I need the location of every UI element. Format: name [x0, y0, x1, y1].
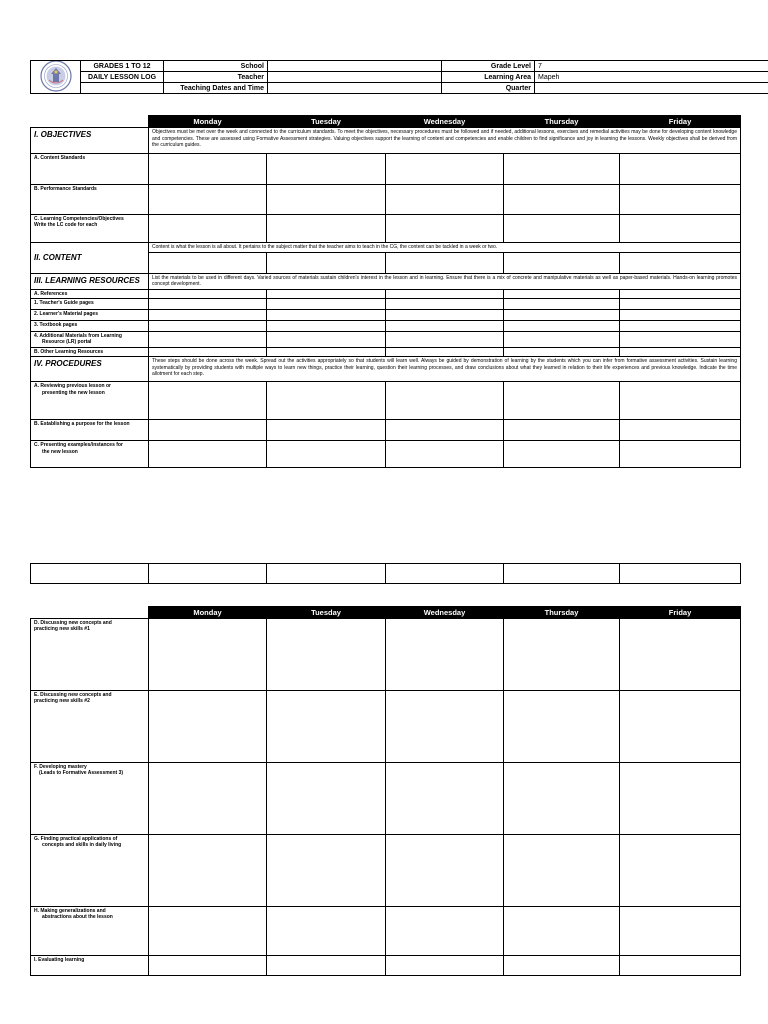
cell-thursday[interactable]: [504, 320, 620, 331]
grade-level-label: Grade Level: [442, 61, 535, 72]
cell-wednesday[interactable]: [386, 420, 504, 441]
procedure-a-line-2: presenting the new lesson: [42, 389, 105, 396]
cell-thursday[interactable]: [504, 382, 620, 420]
cell-wednesday[interactable]: [386, 309, 504, 320]
school-field[interactable]: [268, 61, 442, 72]
day-header-thursday: Thursday: [504, 607, 620, 619]
day-header-monday: Monday: [149, 607, 267, 619]
cell-tuesday[interactable]: [267, 420, 386, 441]
cell-tuesday[interactable]: [267, 298, 386, 309]
references-label: A. References: [31, 289, 149, 298]
cell-wednesday[interactable]: [386, 185, 504, 215]
grade-level-field[interactable]: 7: [535, 61, 768, 72]
teacher-label: Teacher: [164, 72, 268, 83]
cell-tuesday[interactable]: [267, 215, 386, 243]
cell-thursday[interactable]: [504, 331, 620, 347]
cell-friday[interactable]: [620, 154, 741, 185]
cell-tuesday[interactable]: [267, 691, 386, 763]
procedure-d-line-1: D. Discussing new concepts and: [34, 620, 112, 626]
lesson-table-1: [30, 115, 741, 468]
cell-friday[interactable]: [620, 320, 741, 331]
cell-friday[interactable]: [620, 185, 741, 215]
cell-tuesday[interactable]: [267, 619, 386, 691]
procedure-h-line-1: H. Making generalizations and: [34, 908, 106, 914]
cell-wednesday[interactable]: [386, 907, 504, 956]
dates-field[interactable]: [268, 83, 442, 94]
day-header-friday: Friday: [620, 607, 741, 619]
cell-tuesday[interactable]: [267, 331, 386, 347]
day-header-monday: Monday: [149, 116, 267, 128]
cell-friday[interactable]: [620, 298, 741, 309]
procedure-c-label: [31, 441, 149, 468]
learning-resources-heading: III. LEARNING RESOURCES: [31, 273, 149, 289]
cell-monday[interactable]: [149, 691, 267, 763]
cell-tuesday[interactable]: [267, 956, 386, 976]
cell-friday[interactable]: [620, 215, 741, 243]
cell-wednesday[interactable]: [386, 331, 504, 347]
procedure-g-label: [31, 835, 149, 907]
cell-tuesday[interactable]: [267, 763, 386, 835]
additional-line-2: Resource (LR) portal: [42, 339, 92, 346]
cell-monday[interactable]: [149, 835, 267, 907]
cell-tuesday[interactable]: [267, 564, 386, 584]
cell-friday[interactable]: [620, 289, 741, 298]
cell-monday[interactable]: [149, 298, 267, 309]
title-line-2: DAILY LESSON LOG: [81, 72, 164, 83]
cell-thursday[interactable]: [504, 215, 620, 243]
cell-thursday[interactable]: [504, 298, 620, 309]
cell-tuesday[interactable]: [267, 154, 386, 185]
cell-monday[interactable]: [149, 185, 267, 215]
cell-friday[interactable]: [620, 420, 741, 441]
procedure-e-line-1: E. Discussing new concepts and: [34, 692, 112, 698]
procedures-heading: IV. PROCEDURES: [31, 357, 149, 382]
cell-tuesday[interactable]: [267, 347, 386, 356]
cell-monday[interactable]: [149, 956, 267, 976]
additional-materials-label: [31, 331, 149, 347]
cell-monday[interactable]: [149, 252, 267, 273]
learning-competencies-label: [31, 215, 149, 243]
title-blank: [81, 83, 164, 94]
learners-material-label: 2. Learner's Material pages: [31, 309, 149, 320]
cell-friday[interactable]: [620, 382, 741, 420]
cell-monday[interactable]: [149, 154, 267, 185]
content-standards-label: A. Content Standards: [31, 154, 149, 185]
cell-thursday[interactable]: [504, 154, 620, 185]
school-label: School: [164, 61, 268, 72]
cell-wednesday[interactable]: [386, 289, 504, 298]
cell-thursday[interactable]: [504, 619, 620, 691]
cell-thursday[interactable]: [504, 763, 620, 835]
day-header-tuesday: Tuesday: [267, 116, 386, 128]
cell-monday[interactable]: [149, 309, 267, 320]
cell-thursday[interactable]: [504, 420, 620, 441]
cell-tuesday[interactable]: [267, 309, 386, 320]
procedure-f-line-1: F. Developing mastery: [34, 764, 87, 770]
cell-friday[interactable]: [620, 441, 741, 468]
textbook-label: 3. Textbook pages: [31, 320, 149, 331]
cell-wednesday[interactable]: [386, 763, 504, 835]
cell-monday[interactable]: [149, 331, 267, 347]
cell-friday[interactable]: [620, 564, 741, 584]
resources-instruction: List the materials to be used in different days. Varied sources of materials sustain children's interest in the lesson and in learning. Ensure that there is a mix of concrete and manipulative materials as well as paper-based materials. Hands-on learning promotes concept development.: [149, 273, 741, 289]
procedure-a-line-1: A. Reviewing previous lesson or: [34, 383, 111, 390]
cell-monday[interactable]: [149, 289, 267, 298]
performance-standards-label: B. Performance Standards: [31, 185, 149, 215]
title-line-1: GRADES 1 TO 12: [81, 61, 164, 72]
cell-wednesday[interactable]: [386, 564, 504, 584]
learning-area-field[interactable]: Mapeh: [535, 72, 768, 83]
procedure-h-label: [31, 907, 149, 956]
procedure-g-line-1: G. Finding practical applications of: [34, 836, 118, 842]
teacher-field[interactable]: [268, 72, 442, 83]
cell-tuesday[interactable]: [267, 907, 386, 956]
cell-thursday[interactable]: [504, 289, 620, 298]
content-instruction: Content is what the lesson is all about. It pertains to the subject matter that the teacher aims to teach in the CG, the content can be tackled in a week or two.: [149, 243, 741, 253]
cell-thursday[interactable]: [504, 691, 620, 763]
cell-wednesday[interactable]: [386, 347, 504, 356]
other-resources-label: B. Other Learning Resources: [31, 347, 149, 356]
cell-wednesday[interactable]: [386, 382, 504, 420]
cell-wednesday[interactable]: [386, 215, 504, 243]
cell-thursday[interactable]: [504, 252, 620, 273]
cell-thursday[interactable]: [504, 956, 620, 976]
procedure-g-line-2: concepts and skills in daily living: [42, 842, 122, 849]
procedures-instruction: These steps should be done across the week. Spread out the activities appropriately so that students will learn well. Always be guided by demonstration of learning by the students which you can infer from formative assessment activities. Sustain learning systematically by providing students with multiple ways to learn new things, practice their learning, question their learning processes, and draw conclusions about what they learned in relation to their life experiences and previous knowledge. Indicate the time allotment for each step.: [149, 357, 741, 382]
additional-line-1: 4. Additional Materials from Learning: [34, 332, 122, 339]
quarter-label: Quarter: [442, 83, 535, 94]
cell-monday[interactable]: [149, 347, 267, 356]
cell-monday[interactable]: [149, 907, 267, 956]
cell-monday[interactable]: [149, 763, 267, 835]
cell-wednesday[interactable]: [386, 691, 504, 763]
day-header-friday: Friday: [620, 116, 741, 128]
objectives-instruction: Objectives must be met over the week and connected to the curriculum standards. To meet the objectives, necessary procedures must be followed and if needed, additional lessons, exercises and remedial activities may be done for developing content knowledge and competencies. These are assessed using Formative Assessment strategies. Valuing objectives support the learning of content and competencies and enable children to find significance and joy in learning the lessons. Weekly objectives shall be derived from the curriculum guides.: [149, 128, 741, 154]
cell-monday[interactable]: [149, 619, 267, 691]
cell-thursday[interactable]: [504, 309, 620, 320]
cell-wednesday[interactable]: [386, 835, 504, 907]
cell-monday[interactable]: [149, 320, 267, 331]
competencies-line-1: C. Learning Competencies/Objectives: [34, 216, 124, 222]
cell-wednesday[interactable]: [386, 298, 504, 309]
cell-wednesday[interactable]: [386, 154, 504, 185]
dates-label: Teaching Dates and Time: [164, 83, 268, 94]
cell-wednesday[interactable]: [386, 252, 504, 273]
cell-thursday[interactable]: [504, 907, 620, 956]
cell-monday[interactable]: [149, 564, 267, 584]
day-header-wednesday: Wednesday: [386, 116, 504, 128]
cell-friday[interactable]: [620, 835, 741, 907]
cell-thursday[interactable]: [504, 441, 620, 468]
cell-friday[interactable]: [620, 309, 741, 320]
procedure-d-label: [31, 619, 149, 691]
procedure-h-line-2: abstractions about the lesson: [42, 914, 113, 921]
cell-tuesday[interactable]: [267, 252, 386, 273]
cell-tuesday[interactable]: [267, 835, 386, 907]
cell-friday[interactable]: [620, 956, 741, 976]
day-header-tuesday: Tuesday: [267, 607, 386, 619]
cell-label[interactable]: [31, 564, 149, 584]
cell-friday[interactable]: [620, 763, 741, 835]
day-header-thursday: Thursday: [504, 116, 620, 128]
objectives-heading: I. OBJECTIVES: [31, 128, 149, 154]
procedure-f-label: [31, 763, 149, 835]
cell-wednesday[interactable]: [386, 619, 504, 691]
procedure-i-label: I. Evaluating learning: [31, 956, 149, 976]
cell-thursday[interactable]: [504, 835, 620, 907]
cell-friday[interactable]: [620, 252, 741, 273]
header-table: [30, 60, 768, 94]
competencies-line-2: Write the LC code for each: [34, 222, 98, 229]
procedure-d-line-2: practicing new skills #1: [34, 626, 90, 633]
continuation-row: [30, 563, 741, 584]
procedure-e-line-2: practicing new skills #2: [34, 698, 90, 705]
cell-wednesday[interactable]: [386, 320, 504, 331]
cell-friday[interactable]: [620, 347, 741, 356]
procedure-a-label: [31, 382, 149, 420]
cell-friday[interactable]: [620, 691, 741, 763]
cell-monday[interactable]: [149, 215, 267, 243]
cell-tuesday[interactable]: [267, 320, 386, 331]
lesson-table-2: [30, 606, 741, 976]
cell-thursday[interactable]: [504, 185, 620, 215]
cell-tuesday[interactable]: [267, 382, 386, 420]
cell-monday[interactable]: [149, 441, 267, 468]
cell-tuesday[interactable]: [267, 289, 386, 298]
logo-cell: [31, 61, 81, 94]
cell-monday[interactable]: [149, 420, 267, 441]
learning-area-label: Learning Area: [442, 72, 535, 83]
cell-monday[interactable]: [149, 382, 267, 420]
procedure-f-line-2: (Leads to Formative Assessment 3): [39, 770, 124, 777]
cell-thursday[interactable]: [504, 564, 620, 584]
cell-tuesday[interactable]: [267, 441, 386, 468]
cell-wednesday[interactable]: [386, 441, 504, 468]
day-header-wednesday: Wednesday: [386, 607, 504, 619]
quarter-field[interactable]: [535, 83, 768, 94]
cell-friday[interactable]: [620, 619, 741, 691]
cell-wednesday[interactable]: [386, 956, 504, 976]
procedure-c-line-1: C. Presenting examples/instances for: [34, 442, 123, 449]
cell-tuesday[interactable]: [267, 185, 386, 215]
cell-friday[interactable]: [620, 331, 741, 347]
teachers-guide-label: 1. Teacher's Guide pages: [31, 298, 149, 309]
cell-friday[interactable]: [620, 907, 741, 956]
procedure-b-label: B. Establishing a purpose for the lesson: [31, 420, 149, 441]
content-heading: II. CONTENT: [31, 243, 149, 274]
procedure-e-label: [31, 691, 149, 763]
cell-thursday[interactable]: [504, 347, 620, 356]
procedure-c-line-2: the new lesson: [42, 448, 78, 455]
